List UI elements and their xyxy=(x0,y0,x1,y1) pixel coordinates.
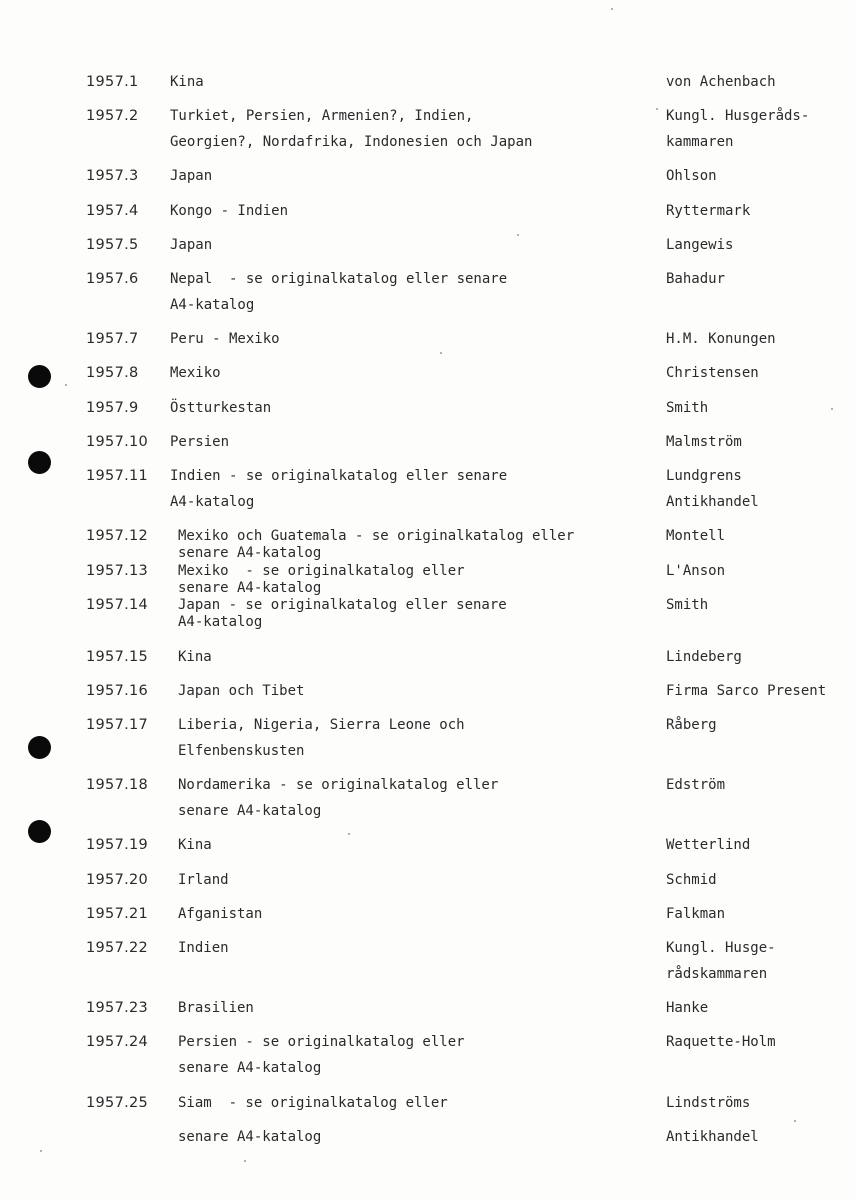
entry-number: 1957.16 xyxy=(86,683,149,699)
entry-description: Georgien?, Nordafrika, Indonesien och Japan xyxy=(170,134,533,150)
entry-number: 1957.22 xyxy=(86,940,149,956)
entry-description: Brasilien xyxy=(178,1000,254,1016)
entry-description: Nordamerika - se originalkatalog eller xyxy=(178,777,499,793)
entry-donor: rådskammaren xyxy=(666,966,768,982)
entry-donor: kammaren xyxy=(666,134,734,150)
entry-description: Japan - se originalkatalog eller senare xyxy=(178,597,507,613)
entry-description: Indien - se originalkatalog eller senare xyxy=(170,468,508,484)
entry-number: 1957.25 xyxy=(86,1095,149,1111)
entry-number: 1957.19 xyxy=(86,837,149,853)
scan-speck xyxy=(656,108,658,110)
entry-description: Afganistan xyxy=(178,906,263,922)
entry-number: 1957.6 xyxy=(86,271,139,287)
entry-description: Persien - se originalkatalog eller xyxy=(178,1034,465,1050)
entry-donor: L'Anson xyxy=(666,563,726,579)
entry-number: 1957.21 xyxy=(86,906,149,922)
entry-number: 1957.17 xyxy=(86,717,149,733)
entry-description: Nepal - se originalkatalog eller senare xyxy=(170,271,508,287)
entry-description: Peru - Mexiko xyxy=(170,331,280,347)
entry-description: senare A4-katalog xyxy=(178,1129,322,1145)
entry-number: 1957.14 xyxy=(86,597,149,613)
entry-description: Persien xyxy=(170,434,230,450)
scan-speck xyxy=(244,1160,246,1162)
entry-description: Mexiko - se originalkatalog eller xyxy=(178,563,465,579)
entry-description: Japan och Tibet xyxy=(178,683,305,699)
entry-donor: Langewis xyxy=(666,237,734,253)
entry-donor: Christensen xyxy=(666,365,759,381)
entry-donor: Smith xyxy=(666,597,709,613)
entry-number: 1957.23 xyxy=(86,1000,149,1016)
scan-speck xyxy=(611,8,613,10)
entry-description: A4-katalog xyxy=(170,297,255,313)
entry-number: 1957.9 xyxy=(86,400,139,416)
entry-donor: Antikhandel xyxy=(666,1129,759,1145)
entry-description: Kina xyxy=(170,74,204,90)
entry-donor: von Achenbach xyxy=(666,74,776,90)
entry-description: Kongo - Indien xyxy=(170,203,289,219)
punch-hole xyxy=(28,736,51,759)
entry-description: senare A4-katalog xyxy=(178,803,322,819)
entry-description: Östturkestan xyxy=(170,400,272,416)
entry-donor: Montell xyxy=(666,528,726,544)
entry-number: 1957.3 xyxy=(86,168,139,184)
entry-description: Siam - se originalkatalog eller xyxy=(178,1095,448,1111)
entry-donor: Råberg xyxy=(666,717,717,733)
entry-number: 1957.12 xyxy=(86,528,149,544)
entry-number: 1957.13 xyxy=(86,563,149,579)
entry-donor: Edström xyxy=(666,777,726,793)
entry-donor: Firma Sarco Present xyxy=(666,683,827,699)
entry-number: 1957.10 xyxy=(86,434,149,450)
entry-number: 1957.18 xyxy=(86,777,149,793)
entry-donor: Bahadur xyxy=(666,271,726,287)
scan-speck xyxy=(794,1120,796,1122)
entry-number: 1957.11 xyxy=(86,468,149,484)
entry-number: 1957.1 xyxy=(86,74,139,90)
entry-description: Mexiko och Guatemala - se originalkatalog eller xyxy=(178,528,575,544)
entry-donor: Kungl. Husgeråds- xyxy=(666,108,810,124)
entry-description: Japan xyxy=(170,237,213,253)
entry-description: senare A4-katalog xyxy=(178,1060,322,1076)
entry-donor: Ryttermark xyxy=(666,203,751,219)
entry-description: Japan xyxy=(170,168,213,184)
entry-donor: Ohlson xyxy=(666,168,717,184)
punch-hole xyxy=(28,451,51,474)
entry-donor: Raquette-Holm xyxy=(666,1034,776,1050)
entry-description: senare A4-katalog xyxy=(178,580,322,596)
entry-number: 1957.5 xyxy=(86,237,139,253)
entry-description: Turkiet, Persien, Armenien?, Indien, xyxy=(170,108,474,124)
entry-description: A4-katalog xyxy=(178,614,263,630)
scan-speck xyxy=(348,833,350,835)
entry-number: 1957.24 xyxy=(86,1034,149,1050)
scan-speck xyxy=(65,384,67,386)
scan-speck xyxy=(40,1150,42,1152)
entry-donor: Antikhandel xyxy=(666,494,759,510)
entry-description: Indien xyxy=(178,940,229,956)
entry-description: Liberia, Nigeria, Sierra Leone och xyxy=(178,717,465,733)
entry-donor: Schmid xyxy=(666,872,717,888)
entry-donor: Lindeberg xyxy=(666,649,742,665)
entry-number: 1957.8 xyxy=(86,365,139,381)
entry-description: A4-katalog xyxy=(170,494,255,510)
punch-hole xyxy=(28,820,51,843)
entry-donor: H.M. Konungen xyxy=(666,331,776,347)
entry-description: senare A4-katalog xyxy=(178,545,322,561)
entry-number: 1957.15 xyxy=(86,649,149,665)
entry-description: Irland xyxy=(178,872,229,888)
entry-donor: Lindströms xyxy=(666,1095,751,1111)
scan-speck xyxy=(517,234,519,236)
entry-donor: Falkman xyxy=(666,906,726,922)
entry-description: Elfenbenskusten xyxy=(178,743,305,759)
entry-number: 1957.4 xyxy=(86,203,139,219)
entry-description: Kina xyxy=(178,837,212,853)
entry-donor: Wetterlind xyxy=(666,837,751,853)
scan-speck xyxy=(440,352,442,354)
entry-description: Kina xyxy=(178,649,212,665)
entry-number: 1957.2 xyxy=(86,108,139,124)
entry-description: Mexiko xyxy=(170,365,221,381)
entry-donor: Malmström xyxy=(666,434,742,450)
entry-donor: Hanke xyxy=(666,1000,709,1016)
entry-donor: Lundgrens xyxy=(666,468,742,484)
entry-donor: Kungl. Husge- xyxy=(666,940,776,956)
scan-speck xyxy=(831,408,833,410)
punch-hole xyxy=(28,365,51,388)
entry-number: 1957.7 xyxy=(86,331,139,347)
entry-donor: Smith xyxy=(666,400,709,416)
entry-number: 1957.20 xyxy=(86,872,149,888)
